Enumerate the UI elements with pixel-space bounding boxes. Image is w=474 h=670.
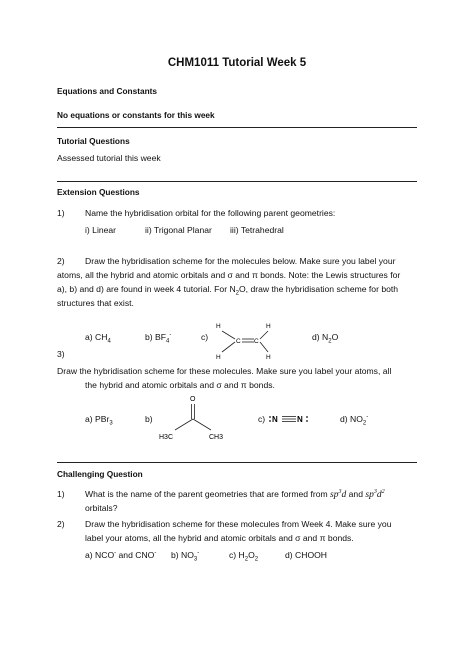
tutorial-heading: Tutorial Questions <box>57 136 130 146</box>
option-linear: i) Linear <box>85 225 117 235</box>
question-text-line: the hybrid and atomic orbitals and σ and π bonds. <box>85 380 275 390</box>
question-text-line: structures that exist. <box>57 298 134 308</box>
question-number: 1) <box>57 208 65 218</box>
challenging-heading: Challenging Question <box>57 469 143 479</box>
molecule-label-n2o: d) $N_2O$ <box>312 332 339 345</box>
equations-heading: Equations and Constants <box>57 86 158 96</box>
question-text-line: orbitals? <box>85 503 118 513</box>
section-divider <box>57 181 417 182</box>
molecule-label-no2: d) $NO_2^-$ <box>340 414 369 427</box>
question-text-line: Draw the hybridisation scheme for these molecules. Make sure you label your atoms, all <box>57 366 392 376</box>
option-tetrahedral: iii) Tetrahedral <box>230 225 284 235</box>
question-text-line: What is the name of the parent geometries that are formed from $sp^3d$ and $sp^3d^2$ <box>85 489 385 500</box>
question-number: 2) <box>57 256 65 266</box>
acetone-group-left: H3C <box>159 434 174 441</box>
question-number: 2) <box>57 519 65 529</box>
molecule-label-no3: b) $NO_3^-$ <box>171 550 200 563</box>
acetone-group-right: CH3 <box>209 434 224 441</box>
molecule-label-nco: a) NCO- and CNO- <box>85 550 157 560</box>
question-text-line: label your atoms, all the hybrid and atomic orbitals and σ and π bonds. <box>85 533 354 543</box>
section-divider <box>57 127 417 128</box>
ethene-atom-c: C <box>236 338 241 345</box>
nitrogen-atom: N <box>297 415 303 424</box>
ethene-atom-c: C <box>254 338 259 345</box>
question-text-line: a), b) and d) are found in week 4 tutorial. For $N_2O$, draw the hybridisation scheme for both <box>57 284 399 297</box>
nitrogen-atom: N <box>272 415 278 424</box>
ethene-atom-h: H <box>266 354 271 360</box>
ethene-structure <box>210 318 280 360</box>
question-text-line: atoms, all the hybrid and atomic orbitals and σ and π bonds. Note: the Lewis structures for <box>57 270 401 280</box>
molecule-label-chooh: d) CHOOH <box>285 550 328 560</box>
question-text-line: Draw the hybridisation scheme for the molecules below. Make sure you label your <box>85 256 396 266</box>
equations-note: No equations or constants for this week <box>57 110 215 120</box>
acetone-structure <box>155 392 235 447</box>
molecule-label-b: b) <box>145 414 153 424</box>
section-divider <box>57 462 417 463</box>
molecule-label-c: c) <box>258 414 266 424</box>
option-trigonal-planar: ii) Trigonal Planar <box>145 225 212 235</box>
molecule-label-ch4: a) $CH_4$ <box>85 332 111 345</box>
acetone-atom-o: O <box>190 396 196 403</box>
molecule-label-bf4: b) $BF_4^-$ <box>145 332 172 345</box>
molecule-label-pbr3: a) PBr$_3$ <box>85 414 113 427</box>
question-text-line: Draw the hybridisation scheme for these molecules from Week 4. Make sure you <box>85 519 392 529</box>
ethene-atom-h: H <box>216 354 221 360</box>
tutorial-text: Assessed tutorial this week <box>57 153 161 163</box>
molecule-label-h2o2: c) $H_2O_2$ <box>229 550 259 563</box>
question-number: 3) <box>57 349 65 359</box>
extension-heading: Extension Questions <box>57 187 140 197</box>
ethene-atom-h: H <box>216 323 221 330</box>
molecule-label-c: c) <box>201 332 209 342</box>
question-number: 1) <box>57 489 65 499</box>
ethene-atom-h: H <box>266 323 271 330</box>
page-title: CHM1011 Tutorial Week 5 <box>167 57 307 69</box>
nitrogen-structure <box>268 411 320 427</box>
question-text: Name the hybridisation orbital for the following parent geometries: <box>85 208 336 218</box>
